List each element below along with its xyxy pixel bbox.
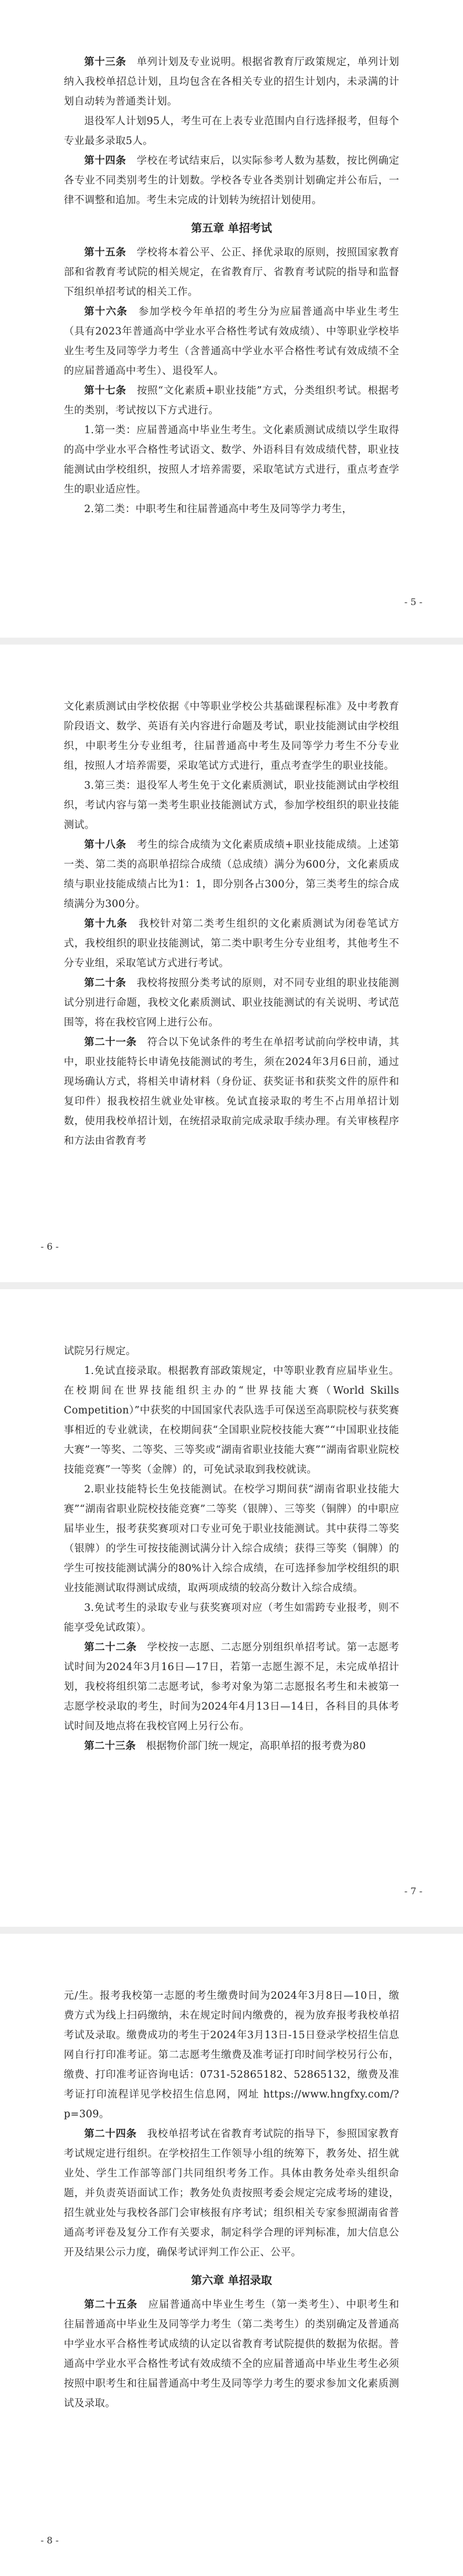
paragraph-text: 3.第三类：退役军人考生免于文化素质测试，职业技能测试由学校组织，考试内容与第一类考生职业技能测试方式，参加学校组织的职业技能测试。 xyxy=(64,780,399,831)
article-spacer xyxy=(128,918,138,930)
article-number: 第十七条 xyxy=(84,385,126,397)
paragraph xyxy=(64,1598,399,1638)
article-number: 第十五条 xyxy=(84,247,126,258)
paragraph xyxy=(64,914,399,973)
paragraph-text: 1.免试直接录取。根据教育部政策规定，中等职业教育应届毕业生。在校期间在世界技能组织主办的“世界技能大赛（World Skills Competition）”中获奖的中国国家代表队选手可保送至高职院校与获奖赛事相近的专业就读，在校期间获“全国职业院校技能大赛”“中国职业技能大赛”一等奖、二等奖、三等奖或“湖南省职业技能大赛”“湖南省职业院校技能竞赛”一等奖（金牌）的，可免试录取到我校就读。 xyxy=(64,1365,399,1476)
paragraph xyxy=(64,151,399,210)
paragraph xyxy=(64,1480,399,1598)
paragraph-text: 1.第一类：应届普通高中毕业生考生。文化素质测试成绩以学生取得的高中学业水平合格性考试语文、数学、外语科目有效成绩代替，职业技能测试由学校组织，按照人才培养需要，采取笔试方式进行，重点考查学生的职业适应性。 xyxy=(64,424,399,495)
paragraph-text: 单列计划及专业说明。根据省教育厅政策规定，单列计划纳入我校单招总计划，且均包含在各相关专业的招生计划内，未录满的计划自动转为普通类计划。 xyxy=(64,56,400,107)
paragraph xyxy=(64,973,399,1032)
paragraph xyxy=(64,1638,399,1736)
paragraph xyxy=(64,111,399,151)
article-spacer xyxy=(126,56,136,68)
article-spacer xyxy=(126,977,136,989)
paragraph xyxy=(64,52,399,111)
paragraph xyxy=(64,1341,399,1361)
page-content xyxy=(64,1341,399,1756)
page-number: - 8 - xyxy=(41,2535,59,2546)
article-number: 第十八条 xyxy=(84,839,126,851)
paragraph xyxy=(64,2295,399,2413)
chapter-heading: 第六章 单招录取 xyxy=(191,2274,272,2287)
article-spacer xyxy=(136,1740,146,1752)
document-page-5 xyxy=(0,0,463,638)
article-number: 第十六条 xyxy=(84,306,128,318)
article-spacer xyxy=(137,1037,147,1048)
paragraph-text: 学校在考试结束后，以实际参考人数为基数，按比例确定各专业不同类别考生的计划数。学校各专业各类别计划确定并公布后，一律不调整和追加。考生未完成的计划转为统招计划使用。 xyxy=(64,155,400,206)
paragraph-text: 2.第二类：中职考生和往届普通高中考生及同等学力考生， xyxy=(84,503,353,515)
article-number: 第二十四条 xyxy=(84,2128,137,2140)
article-spacer xyxy=(126,247,136,258)
paragraph-text: 2.职业技能特长生免技能测试。在校学习期间获“湖南省职业技能大赛”“湖南省职业院校技能竞赛”二等奖（银牌）、三等奖（铜牌）的中职应届毕业生，报考获奖赛项对口专业可免于职业技能测试。其中获得二等奖（银牌）的学生可按技能测试满分计入综合成绩；获得三等奖（铜牌）的学生可按技能测试满分的80%计入综合成绩，在可选择参加学校组织的职业技能测试取得测试成绩，取两项成绩的较高分数计入综合成绩。 xyxy=(64,1484,399,1594)
article-spacer xyxy=(138,2299,148,2311)
paragraph xyxy=(64,1986,399,2124)
paragraph xyxy=(64,835,399,914)
article-spacer xyxy=(128,306,138,318)
paragraph-text: 符合以下免试条件的考生在单招考试前向学校申请，其中，职业技能特长申请免技能测试的考生，须在2024年3月6日前，通过现场确认方式，将相关申请材料（身份证、获奖证书和获奖文件的原件和复印件）报我校招生就业处审核。免试直接录取的考生不占用单招计划数，使用我校单招计划，在统招录取前完成录取手续办理。有关审核程序和方法由省教育考 xyxy=(64,1037,400,1147)
paragraph xyxy=(64,1361,399,1480)
paragraph xyxy=(64,1032,399,1151)
article-number: 第二十一条 xyxy=(84,1037,137,1048)
paragraph xyxy=(64,499,399,519)
paragraph-text: 退役军人计划95人，考生可在上表专业范围内自行选择报考，但每个专业最多录取5人。 xyxy=(64,116,399,147)
paragraph xyxy=(64,243,399,302)
paragraph-text: 应届普通高中毕业生考生（第一类考生）、中职考生和往届普通高中毕业生及同等学力考生（第二类考生）的类别确定及普通高中学业水平合格性考试成绩的认定以省教育考试院提供的数据为依据。普通高中学业水平合格性考试有效成绩不全的应届普通高中毕业生考生必须按照中职考生和往届普通高中考生及同等学力考生的要求参加文化素质测试及录取。 xyxy=(64,2299,399,2409)
article-spacer xyxy=(126,385,137,397)
paragraph-text: 元/生。报考我校第一志愿的考生缴费时间为2024年3月8日—10日，缴费方式为线上扫码缴纳，未在规定时间内缴费的，视为放弃报考我校单招考试及录取。缴费成功的考生于2024年3月13日-15日登录学校招生信息网自行打印准考证。第二志愿考生缴费及准考证打印时间学校另行公布，缴费、打印准考证咨询电话：0731-52865182、52865132，缴费及准考证打印流程详见学校招生信息网，网址 https://www.hngfxy.com/?p=309。 xyxy=(64,1990,399,2120)
paragraph xyxy=(64,697,399,776)
article-spacer xyxy=(126,839,137,851)
article-spacer xyxy=(137,1642,147,1653)
paragraph-text: 我校单招考试在省教育考试院的指导下，参照国家教育考试规定进行组织。在学校招生工作领导小组的统筹下，教务处、招生就业处、学生工作部等部门共同组织考务工作。具体由教务处牵头组织命题，并负责英语面试工作；教务处负责按照考委会规定完成考场的建设，招生就业处与我校各部门会审核报有序考试；组织相关专家参照湖南省普通高考评卷及复分工作有关要求，制定科学合理的评判标准，加大信息公开及结果公示力度，确保考试评判工作公正、公平。 xyxy=(64,2128,400,2258)
paragraph-text: 3.免试考生的录取专业与获奖赛项对应（考生如需跨专业报考，则不能享受免试政策）。 xyxy=(64,1602,399,1634)
page-number: - 7 - xyxy=(404,1886,422,1897)
paragraph xyxy=(64,381,399,420)
paragraph xyxy=(64,1736,399,1756)
paragraph-text: 学校将本着公平、公正、择优录取的原则，按照国家教育部和省教育考试院的相关规定，在省教育厅、省教育考试院的指导和监督下组织单招考试的相关工作。 xyxy=(64,247,400,298)
paragraph xyxy=(64,776,399,835)
article-number: 第十三条 xyxy=(84,56,126,68)
page-number: - 6 - xyxy=(41,1241,59,1252)
article-number: 第二十条 xyxy=(84,977,126,989)
document-page-6 xyxy=(0,645,463,1282)
page-content xyxy=(64,697,399,1151)
article-number: 第二十二条 xyxy=(84,1642,137,1653)
article-number: 第二十三条 xyxy=(84,1740,136,1752)
paragraph-text: 考生的综合成绩为文化素质成绩+职业技能成绩。上述第一类、第二类的高职单招综合成绩（总成绩）满分为600分，文化素质成绩与职业技能成绩占比为1：1，即分别各占300分，第三类考生的综合成绩满分为300分。 xyxy=(64,839,400,910)
article-number: 第十四条 xyxy=(84,155,126,167)
article-spacer xyxy=(126,155,136,167)
paragraph xyxy=(64,2124,399,2262)
paragraph xyxy=(64,302,399,381)
article-number: 第二十五条 xyxy=(84,2299,138,2311)
article-spacer xyxy=(137,2128,147,2140)
article-number: 第十九条 xyxy=(84,918,128,930)
paragraph-text: 根据物价部门统一规定，高职单招的报考费为80 xyxy=(146,1740,366,1752)
paragraph-text: 试院另行规定。 xyxy=(64,1345,136,1357)
paragraph xyxy=(64,420,399,499)
paragraph-text: 我校针对第二类考生组织的文化素质测试为闭卷笔试方式，我校组织的职业技能测试，第二类中职考生分专业组考，其他考生不分专业组，采取笔试方式进行考试。 xyxy=(64,918,399,969)
paragraph-text: 按照“文化素质+职业技能”方式，分类组织考试。根据考生的类别，考试按以下方式进行。 xyxy=(64,385,399,416)
paragraph-text: 我校将按照分类考试的原则，对不同专业组的职业技能测试分别进行命题，我校文化素质测试、职业技能测试的有关说明、考试范围等，将在我校官网上进行公布。 xyxy=(64,977,400,1028)
paragraph-text: 学校按一志愿、二志愿分别组织单招考试。第一志愿考试时间为2024年3月16日—17日，若第一志愿生源不足，未完成单招计划，我校将组织第二志愿考试，参考对象为第二志愿报名考生和未被第一志愿学校录取的考生，时间为2024年4月13日—14日，各科目的具体考试时间及地点将在我校官网上另行公布。 xyxy=(64,1642,400,1732)
chapter-heading: 第五章 单招考试 xyxy=(191,222,272,235)
paragraph-text: 文化素质测试由学校依据《中等职业学校公共基础课程标准》及中考教育阶段语文、数学、英语有关内容进行命题及考试，职业技能测试由学校组织，中职考生分专业组考，往届普通高中考生及同等学力考生不分专业组，按照人才培养需要，采取笔试方式进行，重点考查学生的职业技能。 xyxy=(64,701,399,772)
document-page-7 xyxy=(0,1289,463,1927)
page-content xyxy=(64,1986,399,2413)
page-number: - 5 - xyxy=(404,596,422,607)
document-page-8 xyxy=(0,1934,463,2576)
paragraph-text: 参加学校今年单招的考生分为应届普通高中毕业生考生（具有2023年普通高中学业水平合格性考试有效成绩）、中等职业学校毕业生考生及同等学力考生（含普通高中学业水平合格性考试有效成绩不全的应届普通高中考生）、退役军人。 xyxy=(64,306,399,377)
page-content xyxy=(64,52,399,519)
